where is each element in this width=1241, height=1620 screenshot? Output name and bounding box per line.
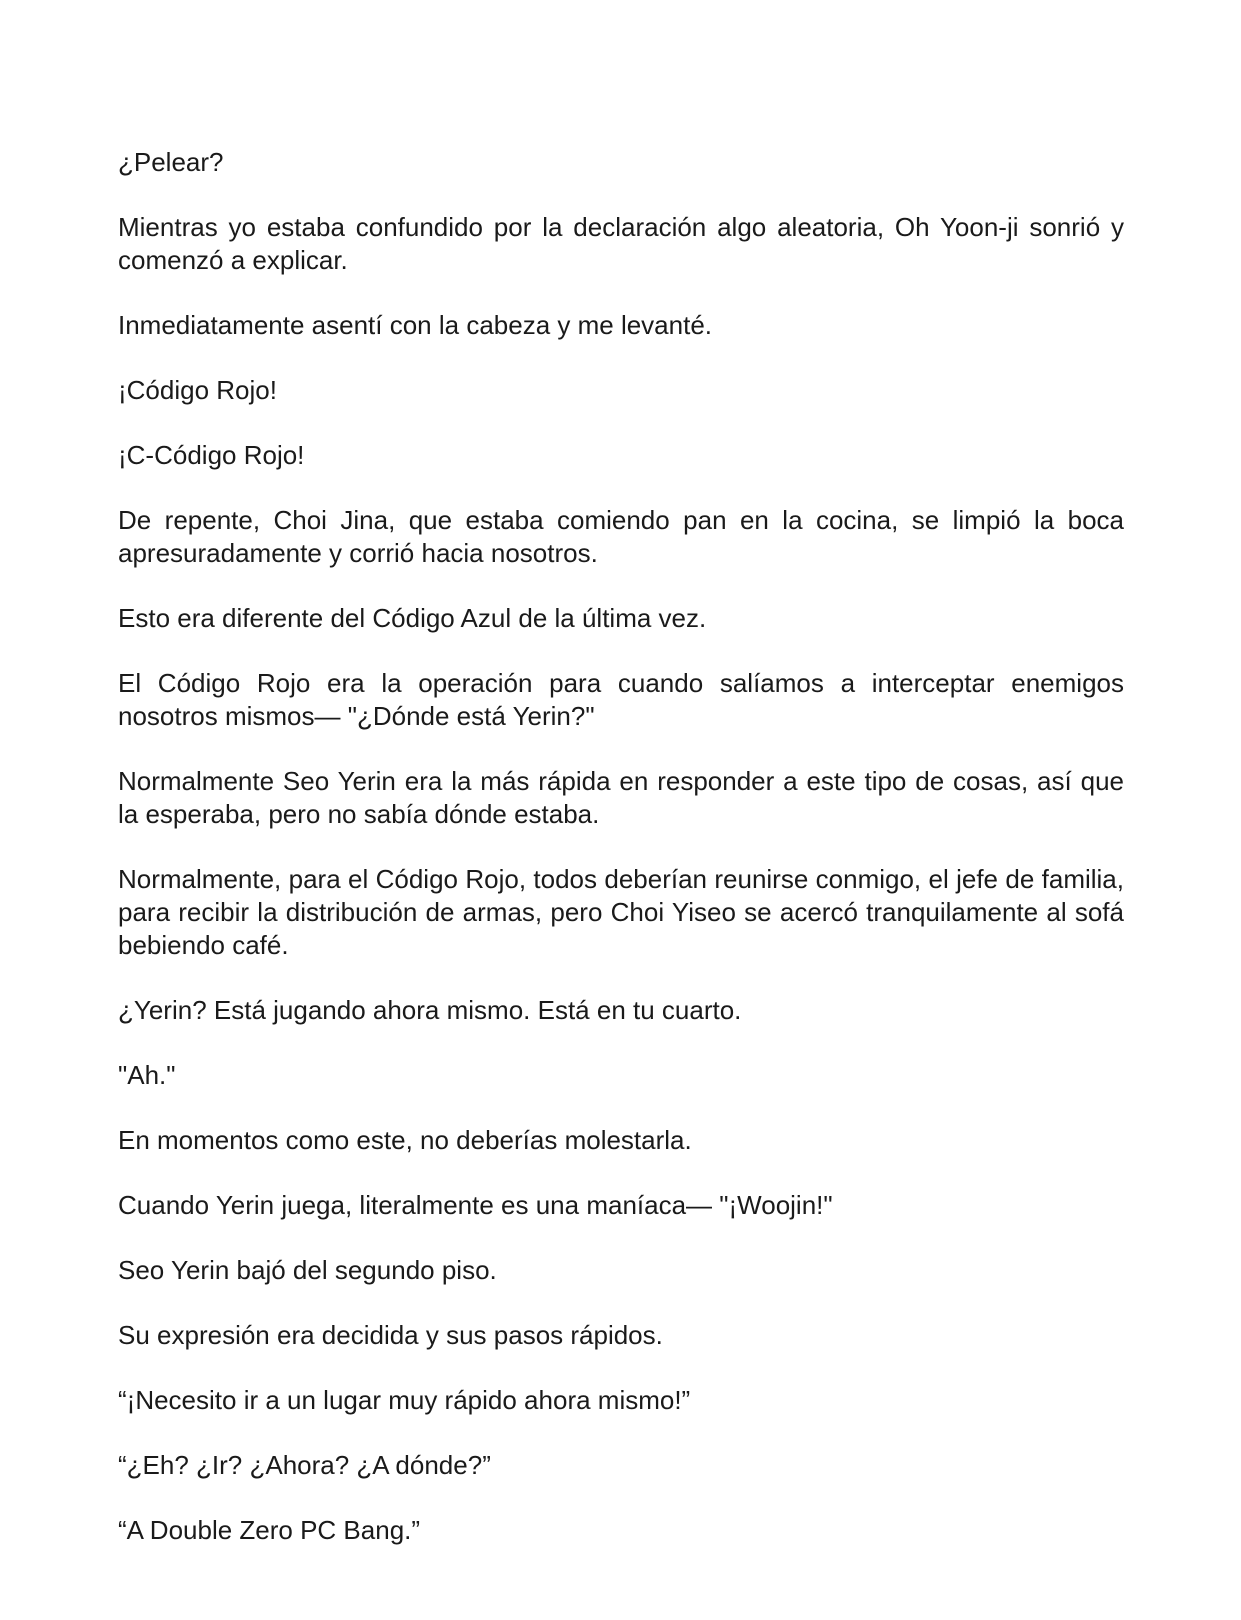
paragraph: Cuando Yerin juega, literalmente es una maníaca— "¡Woojin!" <box>118 1190 833 1220</box>
paragraph: Normalmente Seo Yerin era la más rápida en responder a este tipo de cosas, así que la esperaba, pero no sabía dónde estaba. <box>118 766 1124 829</box>
paragraph: ¿Yerin? Está jugando ahora mismo. Está en tu cuarto. <box>118 995 742 1025</box>
paragraph: “A Double Zero PC Bang.” <box>118 1515 421 1545</box>
paragraph: Esto era diferente del Código Azul de la última vez. <box>118 603 707 633</box>
paragraph: Mientras yo estaba confundido por la declaración algo aleatoria, Oh Yoon-ji sonrió y comenzó a explicar. <box>118 212 1124 275</box>
paragraph: “¡Necesito ir a un lugar muy rápido ahora mismo!” <box>118 1385 691 1415</box>
paragraph: ¡Código Rojo! <box>118 375 277 405</box>
paragraph: En momentos como este, no deberías molestarla. <box>118 1125 692 1155</box>
paragraph: ¿Pelear? <box>118 147 224 177</box>
paragraph: Su expresión era decidida y sus pasos rápidos. <box>118 1320 663 1350</box>
paragraph: Normalmente, para el Código Rojo, todos deberían reunirse conmigo, el jefe de familia, para recibir la distribución de armas, pero Choi Yiseo se acercó tranquilamente al sofá bebiendo café. <box>118 864 1124 960</box>
paragraph: ¡C-Código Rojo! <box>118 440 305 470</box>
document-body <box>118 146 1124 1579</box>
paragraph: "Ah." <box>118 1060 176 1090</box>
paragraph: Seo Yerin bajó del segundo piso. <box>118 1255 497 1285</box>
paragraph: De repente, Choi Jina, que estaba comiendo pan en la cocina, se limpió la boca apresuradamente y corrió hacia nosotros. <box>118 505 1124 568</box>
paragraph: El Código Rojo era la operación para cuando salíamos a interceptar enemigos nosotros mismos— "¿Dónde está Yerin?" <box>118 668 1124 731</box>
paragraph: “¿Eh? ¿Ir? ¿Ahora? ¿A dónde?” <box>118 1450 491 1480</box>
paragraph: Inmediatamente asentí con la cabeza y me levanté. <box>118 310 713 340</box>
